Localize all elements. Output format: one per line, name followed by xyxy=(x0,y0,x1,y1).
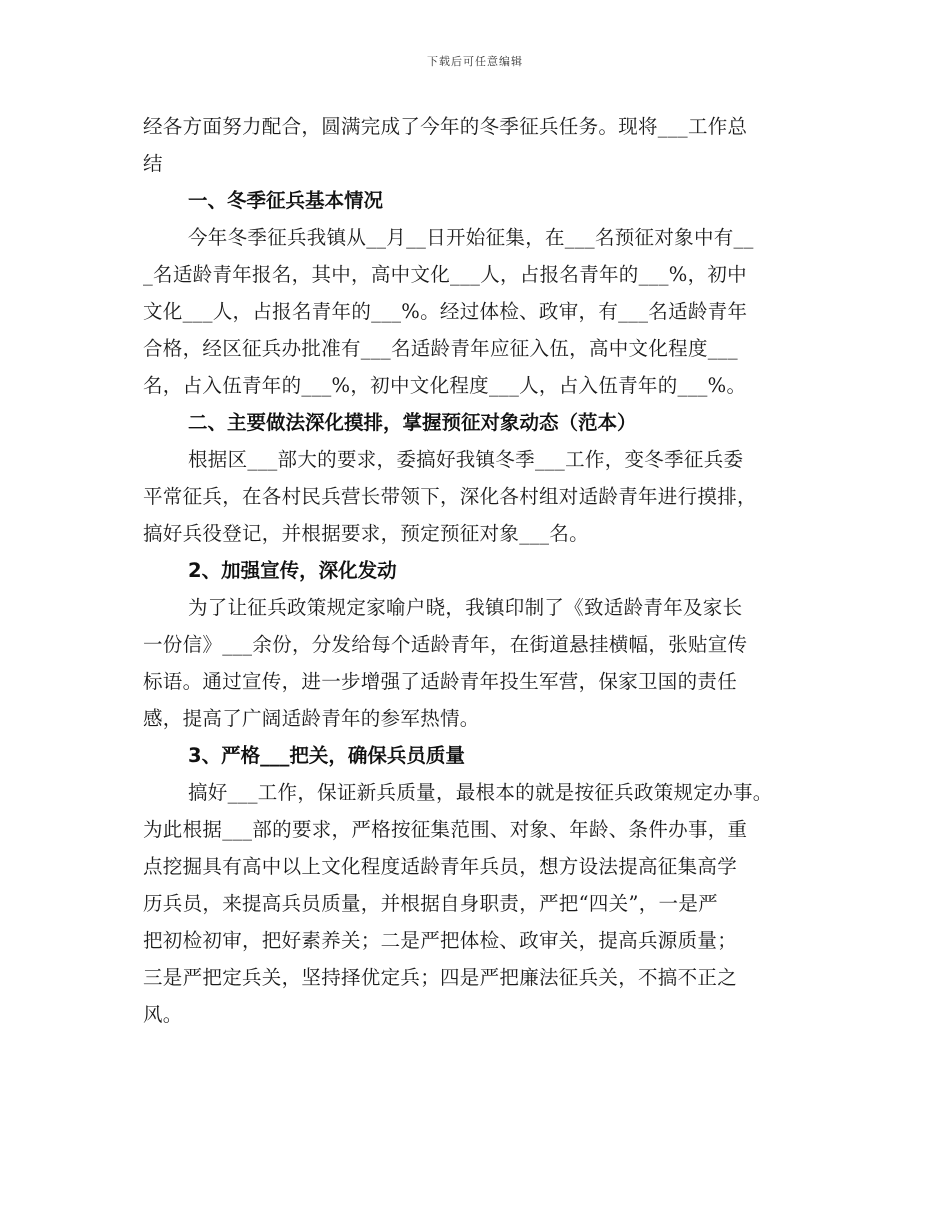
paragraph-line: 为此根据___部的要求，严格按征集范围、对象、年龄、条件办事，重 xyxy=(143,818,748,841)
paragraph-line: 把初检初审，把好素养关；二是严把体检、政审关，提高兵源质量； xyxy=(143,929,738,952)
paragraph-line: 感，提高了广阔适龄青年的参军热情。 xyxy=(143,707,480,730)
paragraph-line: 为了让征兵政策规定家喻户晓，我镇印制了《致适龄青年及家长 xyxy=(188,596,743,619)
paragraph-line: 点挖掘具有高中以上文化程度适龄青年兵员，想方设法提高征集高学 xyxy=(143,855,738,878)
paragraph-line: 平常征兵，在各村民兵营长带领下，深化各村组对适龄青年进行摸排， xyxy=(143,485,757,508)
intro-line-1: 经各方面努力配合，圆满完成了今年的冬季征兵任务。现将___工作总 xyxy=(143,115,748,138)
paragraph-line: 名，占入伍青年的___%，初中文化程度___人，占入伍青年的___%。 xyxy=(143,374,747,397)
section-heading-publicity: 2、加强宣传，深化发动 xyxy=(188,559,397,582)
page-header: 下载后可任意编辑 xyxy=(427,55,523,68)
paragraph-line: 今年冬季征兵我镇从__月__日开始征集，在___名预征对象中有__ xyxy=(188,226,754,249)
paragraph-line: 标语。通过宣传，进一步增强了适龄青年投生军营，保家卫国的责任 xyxy=(143,670,738,693)
section-heading-main-practices: 二、主要做法深化摸排，掌握预征对象动态（范本） xyxy=(188,411,637,434)
paragraph-line: 合格，经区征兵办批准有___名适龄青年应征入伍，高中文化程度___ xyxy=(143,337,738,360)
intro-line-2: 结 xyxy=(143,152,163,175)
paragraph-line: 三是严把定兵关，坚持择优定兵；四是严把廉法征兵关，不搞不正之 xyxy=(143,966,738,989)
paragraph-line: 文化___人，占报名青年的___%。经过体检、政审，有___名适龄青年 xyxy=(143,300,748,323)
paragraph-line: 搞好___工作，保证新兵质量，最根本的就是按征兵政策规定办事。 xyxy=(188,781,773,804)
section-heading-quality-control: 3、严格___把关，确保兵员质量 xyxy=(188,744,465,767)
document-body xyxy=(143,108,808,1033)
paragraph-line: 搞好兵役登记，并根据要求，预定预征对象___名。 xyxy=(143,522,589,545)
section-heading-basic-situation: 一、冬季征兵基本情况 xyxy=(188,189,384,212)
paragraph-line: 一份信》___余份，分发给每个适龄青年，在街道悬挂横幅，张贴宣传 xyxy=(143,633,748,656)
paragraph-line: 风。 xyxy=(143,1003,183,1026)
paragraph-line: 根据区___部大的要求，委搞好我镇冬季___工作，变冬季征兵委 xyxy=(188,448,744,471)
paragraph-line: 历兵员，来提高兵员质量，并根据自身职责，严把“四关”，一是严 xyxy=(143,892,718,915)
paragraph-line: _名适龄青年报名，其中，高中文化___人，占报名青年的___%，初中 xyxy=(143,263,747,286)
